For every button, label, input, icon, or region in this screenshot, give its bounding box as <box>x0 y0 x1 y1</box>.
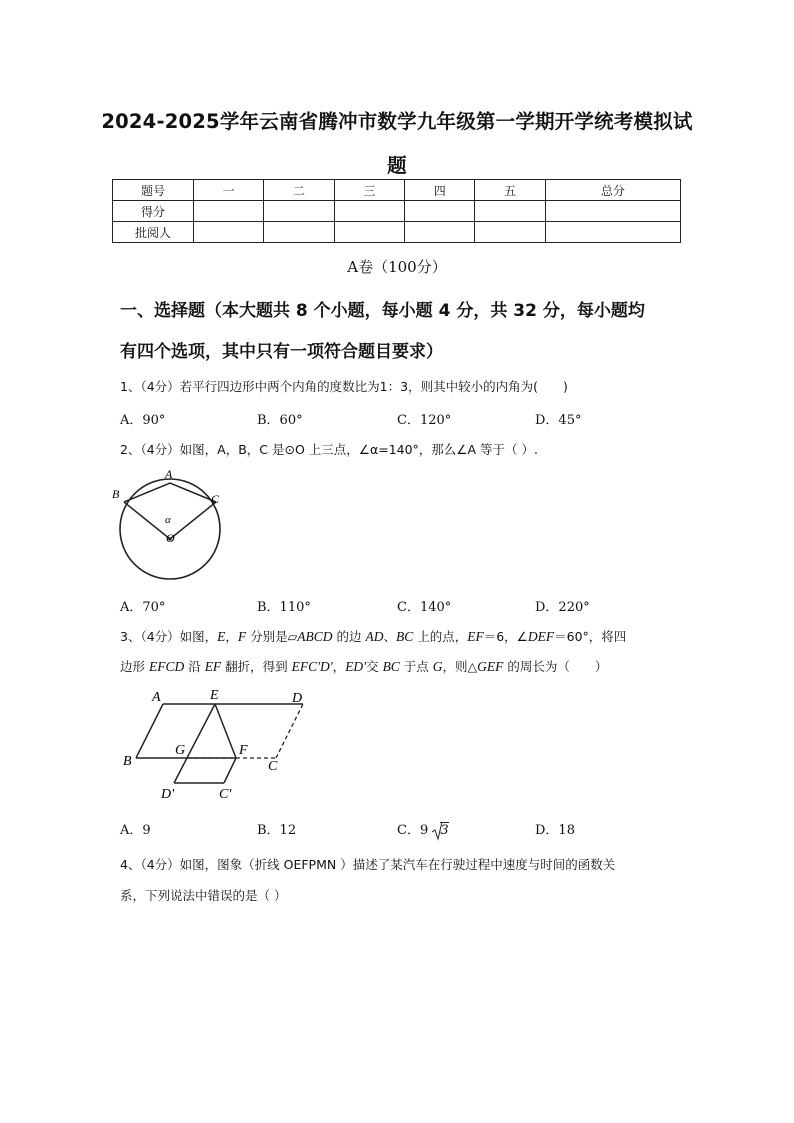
score-cell <box>405 201 475 222</box>
score-table-row <box>113 201 681 222</box>
radius-oc <box>170 502 216 539</box>
question-4-line2: 系，下列说法中错误的是（ ） <box>120 888 287 903</box>
score-table-header-cell: 三 <box>334 180 404 201</box>
line-c-prime-f <box>224 758 236 783</box>
score-cell <box>405 222 475 243</box>
score-cell <box>545 222 680 243</box>
label-a: A <box>152 690 161 705</box>
score-table-header-cell: 总分 <box>545 180 680 201</box>
label-f: F <box>239 743 248 758</box>
part1-heading-line1: 一、选择题（本大题共 8 个小题，每小题 4 分，共 32 分，每小题均 <box>120 301 645 321</box>
q2-option-b: B．110° <box>257 600 311 615</box>
q2-option-d: D．220° <box>535 600 590 615</box>
q1-option-b: B．60° <box>257 413 303 428</box>
question-2-text: 2、（4分）如图，A，B，C 是⊙O 上三点，∠α=140°，那么∠A 等于（ ）. <box>120 442 538 457</box>
q3-option-c: C．9 3 <box>397 819 449 838</box>
score-table-row <box>113 222 681 243</box>
label-a: A <box>165 467 173 481</box>
score-table-header-cell: 二 <box>264 180 334 201</box>
score-table <box>112 179 681 243</box>
label-b: B <box>112 487 120 501</box>
score-table-row-label: 批阅人 <box>113 222 194 243</box>
label-o: O <box>166 531 175 545</box>
chords-ba-ac <box>124 483 216 502</box>
label-c: C <box>268 759 278 774</box>
sqrt-expression: 3 <box>432 823 448 838</box>
score-cell <box>194 222 264 243</box>
score-cell <box>194 201 264 222</box>
label-b: B <box>123 754 132 769</box>
score-table-header-cell: 五 <box>475 180 545 201</box>
label-e: E <box>210 688 219 703</box>
label-c: C <box>211 492 220 506</box>
document-title-line2: 题 <box>387 154 407 177</box>
label-d: D <box>292 691 303 706</box>
label-g: G <box>175 743 186 758</box>
score-table-header-cell: 题号 <box>113 180 194 201</box>
label-alpha: α <box>165 514 171 526</box>
question-1-text: 1、（4分）若平行四边形中两个内角的度数比为1：3，则其中较小的内角为( ) <box>120 379 568 394</box>
q1-option-a: A．90° <box>120 413 166 428</box>
part1-heading-line2: 有四个选项，其中只有一项符合题目要求） <box>120 342 443 362</box>
q2-option-c: C．140° <box>397 600 452 615</box>
score-cell <box>475 222 545 243</box>
line-ef <box>215 704 236 758</box>
score-table-header-cell: 一 <box>194 180 264 201</box>
question-3-line1: 3、（4分）如图，E，F 分别是▱ABCD 的边 AD、BC 上的点，EF＝6，∠DEF＝60°，将四 <box>120 629 627 644</box>
score-table-header-cell: 四 <box>405 180 475 201</box>
q3-option-d: D．18 <box>535 823 575 838</box>
score-cell <box>334 222 404 243</box>
score-cell <box>545 201 680 222</box>
question-3-line2: 边形 EFCD 沿 EF 翻折，得到 EFC'D'，ED'交 BC 于点 G，则△GEF 的周长为（ ） <box>120 659 608 674</box>
radius-ob <box>124 502 170 539</box>
section-a-heading: A卷（100分） <box>347 258 447 276</box>
q3-option-a: A．9 <box>120 823 151 838</box>
line-ab <box>136 704 163 758</box>
line-cd-dashed <box>276 704 303 758</box>
score-cell <box>334 201 404 222</box>
q3-option-b: B．12 <box>257 823 297 838</box>
q1-option-c: C．120° <box>397 413 452 428</box>
q2-option-a: A．70° <box>120 600 166 615</box>
score-cell <box>264 222 334 243</box>
circle-o <box>120 479 220 579</box>
score-cell <box>264 201 334 222</box>
score-cell <box>475 201 545 222</box>
q3-parallelogram-figure <box>115 682 315 804</box>
score-table-row-label: 得分 <box>113 201 194 222</box>
label-d-prime: D' <box>161 787 175 802</box>
sqrt-sign-icon <box>432 821 442 841</box>
q2-circle-figure <box>110 465 235 585</box>
document-title-line1: 2024-2025学年云南省腾冲市数学九年级第一学期开学统考模拟试 <box>101 110 693 133</box>
question-4-line1: 4、（4分）如图，图象（折线 OEFPMN ）描述了某汽车在行驶过程中速度与时间的函数关 <box>120 857 616 872</box>
score-table-header-row <box>113 180 681 201</box>
label-c-prime: C' <box>219 787 232 802</box>
q1-option-d: D．45° <box>535 413 582 428</box>
